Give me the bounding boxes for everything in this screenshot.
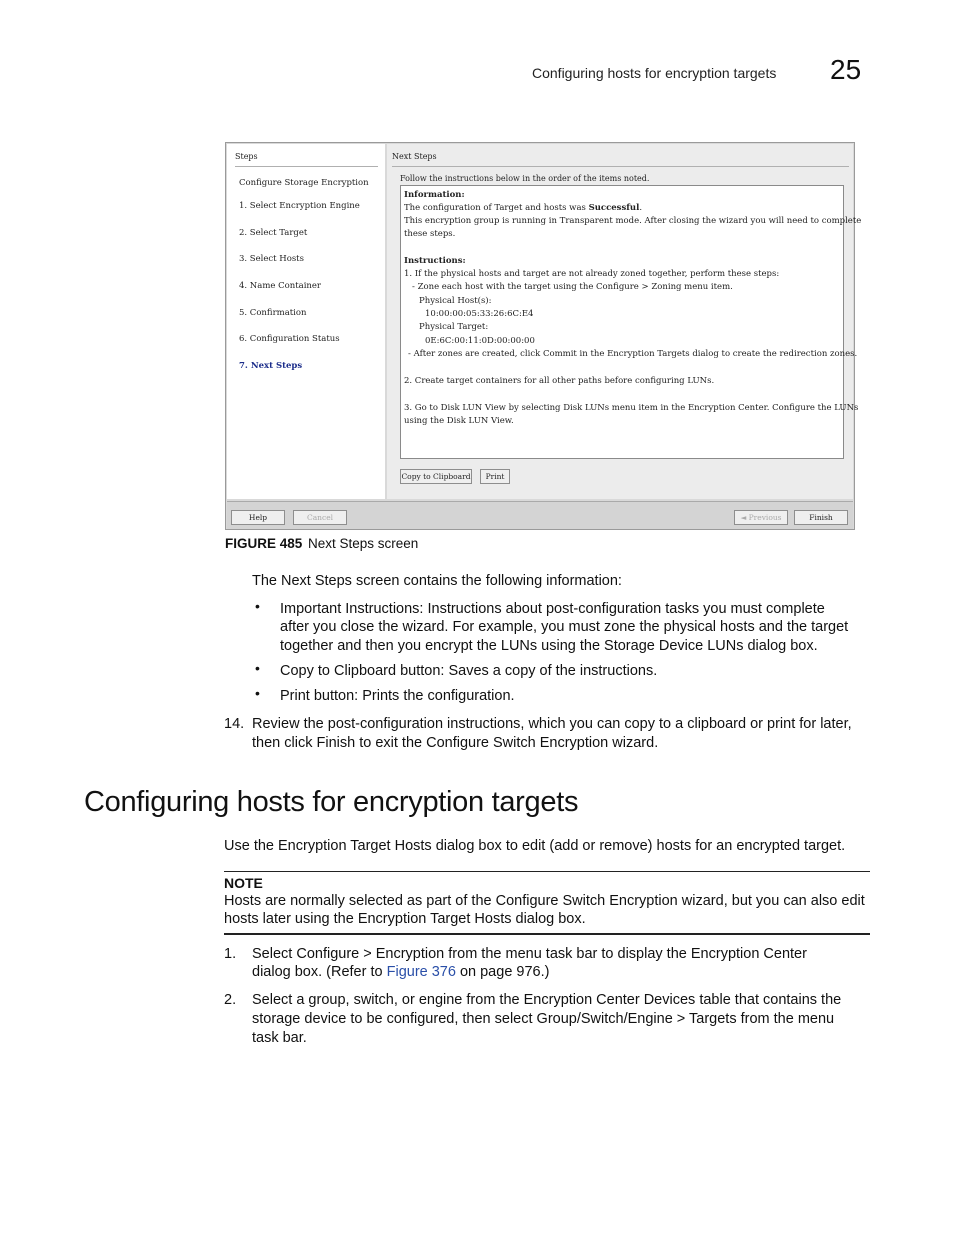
step-item: 5. Confirmation [239,308,307,318]
figure-376-link[interactable]: Figure 376 [386,964,456,980]
step-number: 2. [224,992,237,1008]
step-1-line: Select Configure > Encryption from the menu task bar to display the Encryption Center [252,946,807,962]
bullet-dot: • [255,685,260,701]
help-button[interactable]: Help [231,510,285,525]
step-2-line: storage device to be configured, then select Group/Switch/Engine > Targets from the menu [252,1011,835,1027]
instruction-line: using the Disk LUN View. [404,416,514,426]
note-label: NOTE [224,875,263,891]
info-line: The configuration of Target and hosts was Successful. [404,203,643,213]
wizard-button-bar [227,501,853,529]
bullet-text-line: after you close the wizard. For example, you must zone the physical hosts and the target [280,619,849,635]
previous-button[interactable]: ◄ Previous [734,510,788,525]
info-line: these steps. [404,229,456,239]
wizard-screenshot [225,142,862,530]
bullet-copy-to-clipboard: Copy to Clipboard button: Saves a copy of the instructions. [280,663,658,679]
cancel-button[interactable]: Cancel [293,510,347,525]
step-item-current: 7. Next Steps [239,361,303,371]
instructions-heading: Instructions: [404,256,466,266]
section-heading: Configuring hosts for encryption targets [84,786,579,818]
chapter-number: 25 [830,54,862,85]
note-text-line: hosts later using the Encryption Target Hosts dialog box. [224,911,586,927]
step-item: 2. Select Target [239,228,308,238]
print-button[interactable]: Print [480,469,510,484]
next-steps-panel [387,144,862,499]
steps-panel [227,144,385,499]
instruction-line: 2. Create target containers for all other paths before configuring LUNs. [404,376,715,386]
step-number: 1. [224,946,237,962]
running-header-title: Configuring hosts for encryption targets [532,65,777,81]
divider [235,166,378,167]
step-item: 3. Select Hosts [239,254,304,264]
figure-title: Next Steps screen [308,536,419,551]
bullet-dot: • [255,598,260,614]
note-top-rule [224,871,870,872]
step-14-line: then click Finish to exit the Configure Switch Encryption wizard. [252,735,659,751]
step-1-line: dialog box. (Refer to Figure 376 on page 976.) [252,964,550,980]
copy-to-clipboard-button[interactable]: Copy to Clipboard [400,469,472,484]
step-2-line: Select a group, switch, or engine from the Encryption Center Devices table that contains the [252,992,842,1008]
follow-instructions-text: Follow the instructions below in the order of the items noted. [400,174,650,183]
step-2-line: task bar. [252,1030,307,1046]
instruction-line: 10:00:00:05:33:26:6C:E4 [425,309,534,319]
instruction-line: - Zone each host with the target using the Configure > Zoning menu item. [412,282,733,292]
instruction-line: 0E:6C:00:11:0D:00:00:00 [425,336,535,346]
finish-button[interactable]: Finish [794,510,848,525]
bullet-dot: • [255,660,260,676]
instruction-line: 1. If the physical hosts and target are not already zoned together, perform these steps: [404,269,780,279]
section-paragraph: Use the Encryption Target Hosts dialog box to edit (add or remove) hosts for an encrypted target. [224,838,846,854]
instruction-line: Physical Host(s): [419,296,492,306]
step-item: Configure Storage Encryption [239,178,369,188]
note-text-line: Hosts are normally selected as part of the Configure Switch Encryption wizard, but you can also edit [224,893,865,909]
panel-title: Next Steps [392,152,437,161]
intro-paragraph: The Next Steps screen contains the following information: [252,573,622,589]
bullet-text-line: together and then you encrypt the LUNs using the Storage Device LUNs dialog box. [280,638,818,654]
bullet-important-instructions: Important Instructions: Instructions about post-configuration tasks you must complete [280,601,825,617]
step-item: 4. Name Container [239,281,321,291]
divider [392,166,849,167]
step-item: 1. Select Encryption Engine [239,201,360,211]
bullet-print: Print button: Prints the configuration. [280,688,515,704]
instruction-line: Physical Target: [419,322,489,332]
steps-title: Steps [235,152,258,161]
information-heading: Information: [404,190,465,200]
note-bottom-rule [224,933,870,935]
info-line: This encryption group is running in Transparent mode. After closing the wizard you will need to complete [404,216,862,226]
step-item: 6. Configuration Status [239,334,340,344]
step-number: 14. [224,716,245,732]
figure-label: FIGURE 485 [225,536,303,551]
step-14-line: Review the post-configuration instructions, which you can copy to a clipboard or print for later, [252,716,852,732]
instruction-line: 3. Go to Disk LUN View by selecting Disk LUNs menu item in the Encryption Center. Configure the LUNs [404,403,859,413]
instruction-line: - After zones are created, click Commit in the Encryption Targets dialog to create the redirection zones. [408,349,858,359]
instructions-textbox[interactable] [400,185,862,459]
